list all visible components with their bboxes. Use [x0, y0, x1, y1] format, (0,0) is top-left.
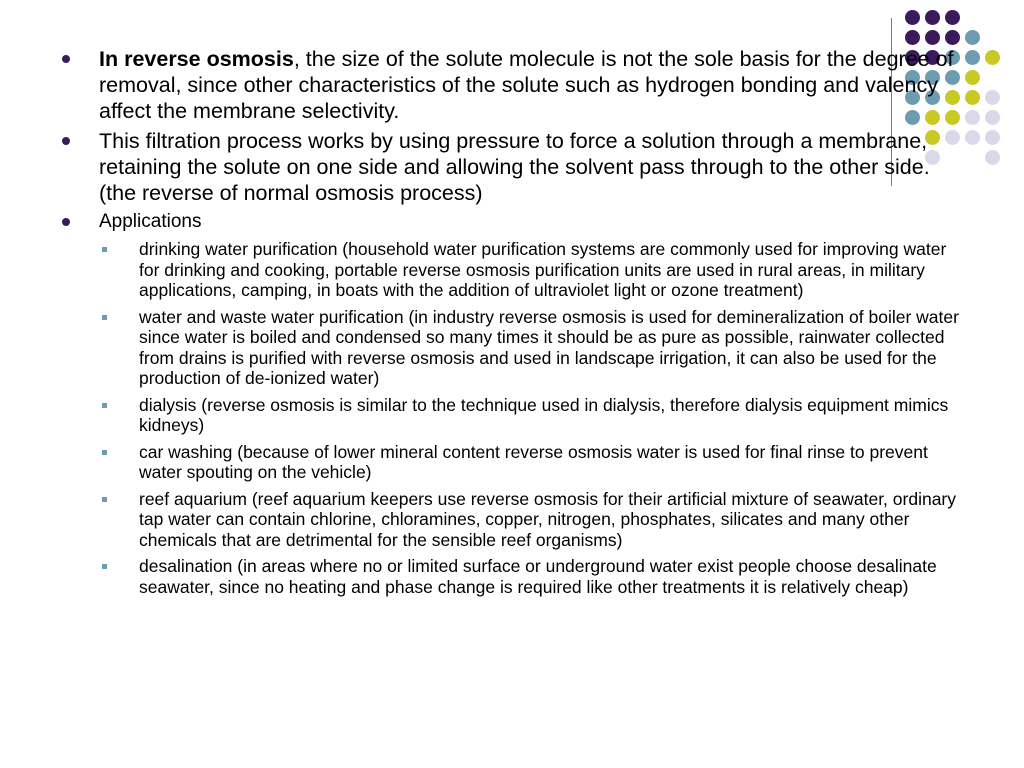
bullet-applications — [62, 210, 962, 233]
bullet-reverse-osmosis — [62, 46, 962, 124]
sub-bullet-desalination — [99, 556, 962, 597]
decorative-dot-icon — [965, 30, 980, 45]
bullet-dot-icon — [62, 55, 70, 63]
bullet-text: Applications — [99, 211, 202, 232]
sub-bullet-text: car washing (because of lower mineral content reverse osmosis water is used for final rinse to prevent water spouting on the vehicle) — [139, 441, 928, 482]
sub-bullet-text: water and waste water purification (in industry reverse osmosis is used for demineralization of boiler water since water is boiled and condensed so many times it should be as pure as possible, rainwater collected from drains is purified with reverse osmosis and used in landscape irrigation, it can also be used for the production of de-ionized water) — [139, 306, 959, 388]
decorative-dot-icon — [925, 10, 940, 25]
sub-bullet-drinking-water — [99, 239, 962, 301]
square-bullet-icon — [102, 497, 107, 502]
decorative-dot-icon — [985, 90, 1000, 105]
bullet-strong-term: In reverse osmosis — [99, 47, 294, 71]
sub-bullet-text: reef aquarium (reef aquarium keepers use reverse osmosis for their artificial mixture of seawater, ordinary tap water can contain chlorine, chloramines, copper, nitrogen, phosphates, silicates and many other chemicals that are detrimental for the sensible reef organisms) — [139, 488, 957, 550]
bullet-dot-icon — [62, 137, 70, 145]
sub-bullet-waste-water — [99, 307, 962, 389]
decorative-dot-icon — [965, 70, 980, 85]
decorative-dot-icon — [985, 50, 1000, 65]
decorative-dot-icon — [945, 30, 960, 45]
decorative-dot-icon — [965, 90, 980, 105]
square-bullet-icon — [102, 564, 107, 569]
decorative-dot-icon — [945, 10, 960, 25]
bullet-dot-icon — [62, 218, 70, 226]
sub-bullet-text: dialysis (reverse osmosis is similar to the technique used in dialysis, therefore dialysis equipment mimics kidneys) — [139, 394, 949, 435]
decorative-dot-icon — [905, 10, 920, 25]
sub-bullet-car-washing — [99, 442, 962, 483]
decorative-dot-icon — [965, 110, 980, 125]
decorative-dot-icon — [985, 150, 1000, 165]
square-bullet-icon — [102, 450, 107, 455]
sub-bullet-reef-aquarium — [99, 489, 962, 551]
decorative-dot-icon — [985, 110, 1000, 125]
sub-bullet-text: drinking water purification (household water purification systems are commonly used for improving water for drinking and cooking, portable reverse osmosis purification units are used in rural areas, in military applications, camping, in boats with the addition of ultraviolet light or ozone treatment) — [139, 239, 947, 300]
decorative-dot-icon — [965, 50, 980, 65]
decorative-dot-icon — [985, 130, 1000, 145]
sub-bullet-text: desalination (in areas where no or limited surface or underground water exist people choose desalinate seawater, since no heating and phase change is required like other treatments it is relatively cheap) — [139, 556, 937, 597]
decorative-dot-icon — [905, 30, 920, 45]
decorative-dot-icon — [965, 130, 980, 145]
bullet-filtration-process — [62, 128, 962, 206]
bullet-text: This filtration process works by using pressure to force a solution through a membrane, retaining the solute on one side and allowing the solvent pass through to the other side. (the reverse of normal osmosis process) — [99, 129, 930, 205]
decorative-dot-icon — [925, 30, 940, 45]
square-bullet-icon — [102, 247, 107, 252]
sub-bullet-dialysis — [99, 395, 962, 436]
slide-body — [62, 46, 962, 603]
bullet-text: , the size of the solute molecule is not the sole basis for the degree of removal, since other characteristics of the solute such as hydrogen bonding and valency affect the membrane selectivity. — [99, 47, 954, 123]
square-bullet-icon — [102, 315, 107, 320]
square-bullet-icon — [102, 403, 107, 408]
